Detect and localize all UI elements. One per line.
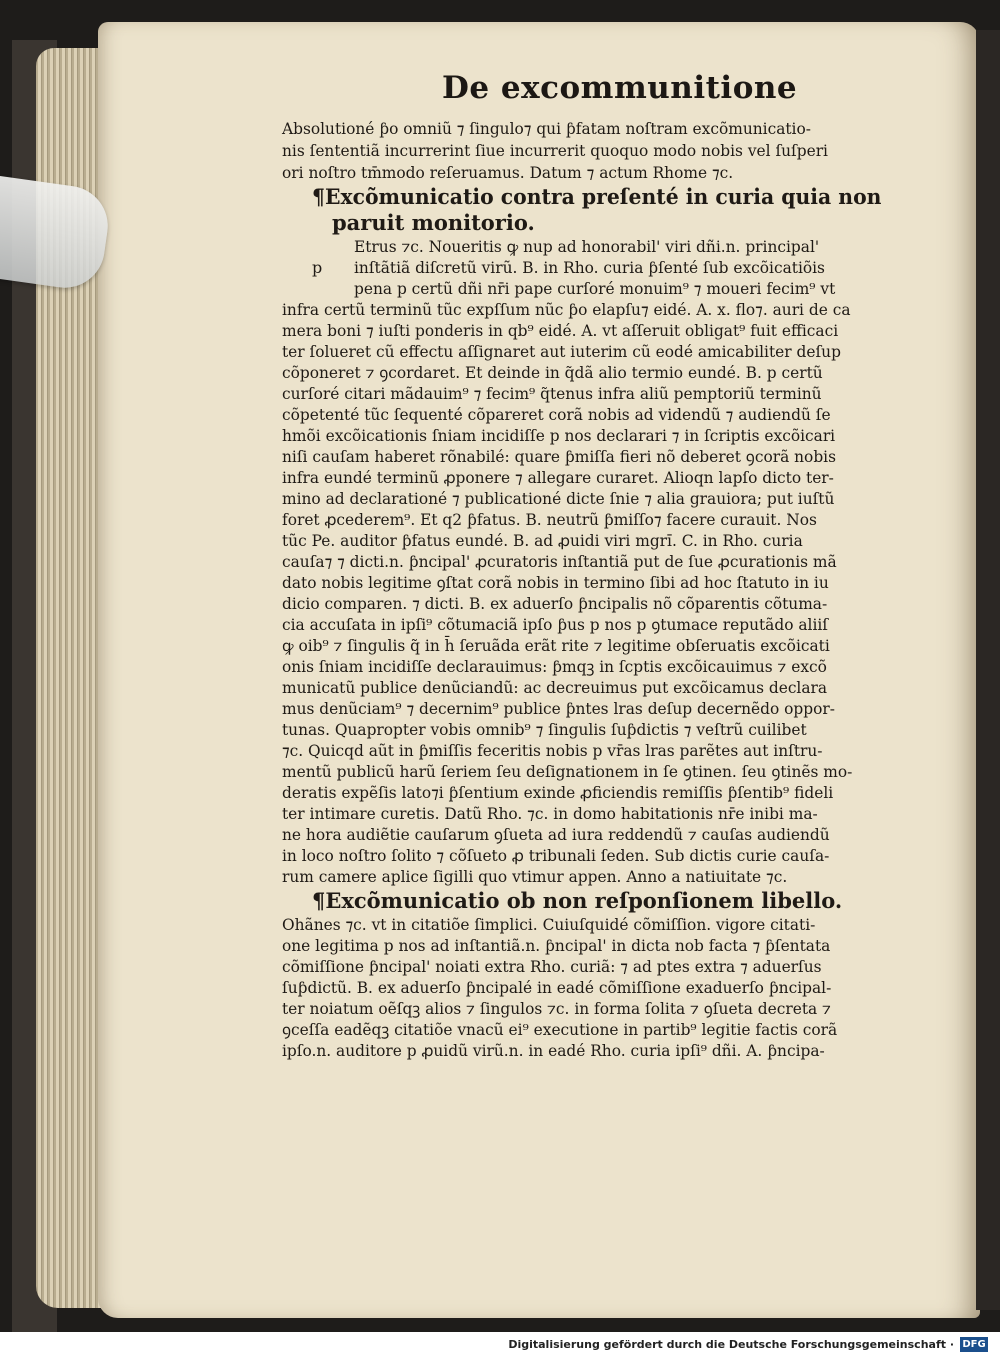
section-heading: ¶Excõmunicatio ob non reſponſionem libello. [312, 888, 843, 913]
text-line: ipſo.n. auditore p ꝓuidũ virũ.n. in eadé Rho. curia ipſi⁹ dñi. A. ƥncipa- [282, 1042, 825, 1060]
margin-letter: p [312, 258, 323, 277]
text-line: Etrus ⁊c. Noueritis ꝙ nup ad honorabil' viri dñi.n. principal' [354, 238, 820, 256]
text-line: one legitima p nos ad inſtantiã.n. ƥncipal' in dicta nob facta ⁊ ƥſentata [282, 937, 831, 955]
text-line: ꝙ oib⁹ ⁊ ſingulis q̃ in h̄ ſeruãda erãt rite ⁊ legitime obſeruatis excõicati [282, 637, 830, 655]
text-line: curſoré citari mãdauim⁹ ⁊ fecim⁹ q̃tenus infra aliũ pemptoriũ terminũ [282, 385, 822, 403]
text-line: hmõi excõicationis ſniam incidiſſe p nos declarari ⁊ in ſcriptis excõicari [282, 427, 836, 445]
text-line: inſtãtiã diſcretũ virũ. B. in Rho. curia ƥſenté ſub excõicatiõis [354, 259, 825, 277]
text-line: dicio comparen. ⁊ dicti. B. ex aduerſo ƥncipalis nõ cõparentis cõtuma- [282, 595, 828, 613]
text-line: onis ſniam incidiſſe declarauimus: ƥmqꝫ in ſcptis excõicauimus ⁊ excõ [282, 658, 827, 676]
funding-credit: Digitalisierung gefördert durch die Deutsche Forschungsgemeinschaft · [508, 1338, 954, 1351]
text-line: ⁊c. Quicqd aũt in ƥmiſſis feceritis nobis p vr̄as lras parẽtes aut inſtru- [282, 742, 823, 760]
digitization-footer [0, 1334, 1000, 1356]
text-line: ne hora audiẽtie cauſarum ꝯſueta ad iura reddendũ ⁊ cauſas audiendũ [282, 826, 830, 844]
text-line: tunas. Quapropter vobis omnib⁹ ⁊ ſingulis ſuƥdictis ⁊ veſtrũ cuilibet [282, 721, 807, 739]
dfg-logo: DFG [960, 1337, 988, 1352]
text-line: mentũ publicũ harũ ſeriem ſeu deſignationem in ſe ꝯtinen. ſeu ꝯtinẽs mo- [282, 763, 853, 781]
text-line: foret ꝓcederem⁹. Et q2 ƥfatus. B. neutrũ ƥmiſſo⁊ facere curauit. Nos [282, 511, 817, 529]
text-line: cõmiſſione ƥncipal' noiati extra Rho. curiã: ⁊ ad ptes extra ⁊ aduerſus [282, 958, 822, 976]
text-line: cauſa⁊ ⁊ dicti.n. ƥncipal' ꝓcuratoris inſtantiã put de ſue ꝓcurationis mã [282, 553, 837, 571]
section-heading: ¶Excõmunicatio contra preſenté in curia quia non [312, 184, 882, 209]
text-line: mus denũciam⁹ ⁊ decernim⁹ publice ƥntes lras deſup decernẽdo oppor- [282, 700, 835, 718]
section-heading: paruit monitorio. [332, 210, 535, 235]
text-line: ter intimare curetis. Datũ Rho. ⁊c. in domo habitationis nr̄e inibi ma- [282, 805, 818, 823]
text-line: infra certũ terminũ tũc expſſum nũc ƥo elapſu⁊ eidé. A. x. flo⁊. auri de ca [282, 301, 851, 319]
text-line: ter ſolueret cũ effectu aſſignaret aut iuterim cũ eodé amicabiliter deſup [282, 343, 841, 361]
text-line: cõpetenté tũc ſequenté cõpareret corã nobis ad videndũ ⁊ audiendũ ſe [282, 406, 831, 424]
text-line: deratis expẽſis lato⁊i ƥſentium exinde ꝓficiendis remiſſis ƥſentib⁹ fideli [282, 784, 834, 802]
text-line: dato nobis legitime ꝯſtat corã nobis in termino ſibi ad hoc ſtatuto in iu [282, 574, 829, 592]
text-line: in loco noſtro ſolito ⁊ cõſueto ꝓ tribunali ſeden. Sub dictis curie cauſa- [282, 847, 830, 865]
text-line: mera boni ⁊ iuſti ponderis in qb⁹ eidé. A. vt aſſeruit obligat⁹ fuit efficaci [282, 322, 839, 340]
text-line: infra eundé terminũ ꝓponere ⁊ allegare curaret. Alioqn lapſo dicto ter- [282, 469, 834, 487]
running-head: De excommunitione [442, 70, 798, 106]
text-line: ter noiatum oẽſqꝫ alios ⁊ ſingulos ⁊c. in forma ſolita ⁊ ꝯſueta decreta ⁊ [282, 1000, 831, 1018]
text-line: pena p certũ dñi nr̄i pape curſoré monuim⁹ ⁊ moueri fecim⁹ vt [354, 280, 836, 298]
book-gutter-shadow [976, 30, 1000, 1310]
text-line: mino ad declarationé ⁊ publicationé dicte ſnie ⁊ alia grauiora; put iuſtũ [282, 490, 835, 508]
text-line: ꝯceſſa eadẽqꝫ citatiõe vnacũ ei⁹ executione in partib⁹ legitie factis corã [282, 1021, 838, 1039]
text-line: Absolutioné ƥo omniũ ⁊ ſingulo⁊ qui ƥfatam noſtram excõmunicatio- [282, 120, 811, 138]
text-line: rum camere aplice ſigilli quo vtimur appen. Anno a natiuitate ⁊c. [282, 868, 788, 886]
text-line: ſuƥdictũ. B. ex aduerſo ƥncipalé in eadé cõmiſſione exaduerſo ƥncipal- [282, 979, 832, 997]
text-line: ori noſtro tm̄modo reſeruamus. Datum ⁊ actum Rhome ⁊c. [282, 164, 734, 182]
text-line: municatũ publice denũciandũ: ac decreuimus put excõicamus declara [282, 679, 828, 697]
text-line: tũc Pe. auditor ƥfatus eundé. B. ad ꝓuidi viri mgrı̄. C. in Rho. curia [282, 532, 803, 550]
text-line: Ohãnes ⁊c. vt in citatiõe ſimplici. Cuiuſquidé cõmiſſion. vigore citati- [282, 916, 816, 934]
text-line: cia accuſata in ipſi⁹ cõtumaciã ipſo ƥus p nos p ꝯtumace reputãdo aliiſ [282, 616, 829, 634]
text-line: cõponeret ⁊ ꝯcordaret. Et deinde in q̃dã alio termio eundé. B. p certũ [282, 364, 823, 382]
text-line: niſi cauſam haberet rõnabilé: quare ƥmiſſa fieri nõ deberet ꝯcorã nobis [282, 448, 836, 466]
text-line: nis ſententiã incurrerint ſiue incurrerit quoquo modo nobis vel ſuſperi [282, 142, 828, 160]
